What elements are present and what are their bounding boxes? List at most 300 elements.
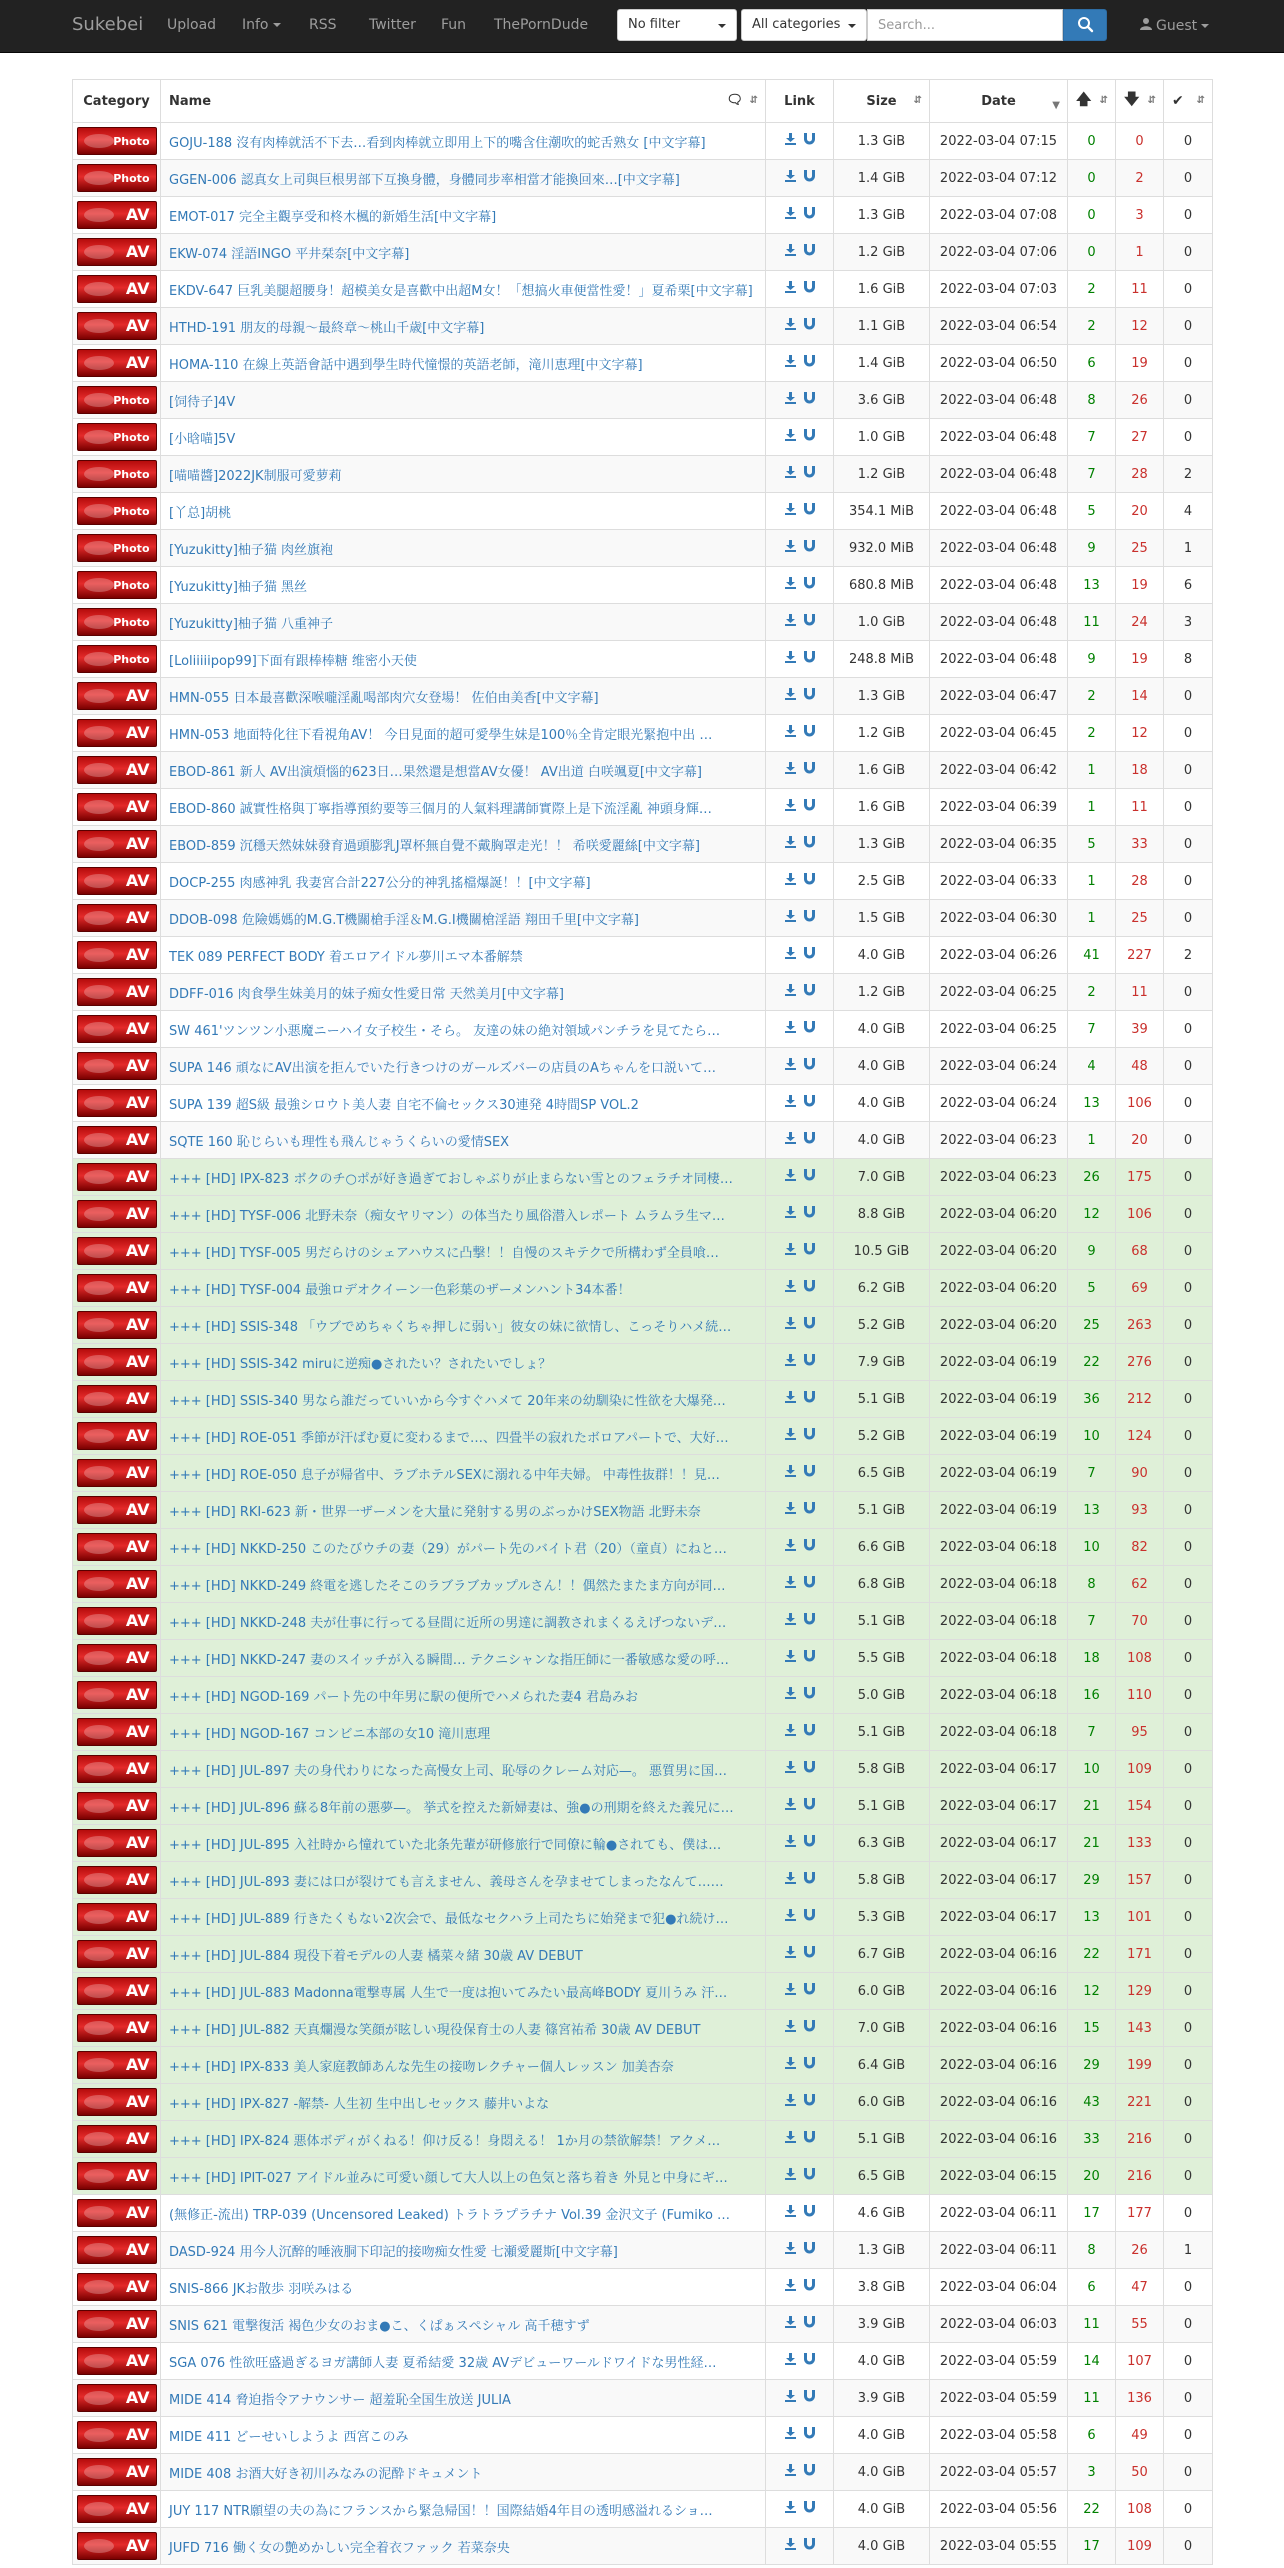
- magnet-icon[interactable]: [804, 1761, 815, 1776]
- magnet-icon[interactable]: [804, 1354, 815, 1369]
- magnet-icon[interactable]: [804, 2279, 815, 2294]
- download-icon[interactable]: [785, 873, 796, 888]
- torrent-title-link[interactable]: +++ [HD] ROE-050 息子が帰省中、ラブホテルSEXに溺れる中年夫婦。 中毒性抜群！！見…: [169, 1467, 720, 1483]
- download-icon[interactable]: [785, 2427, 796, 2442]
- magnet-icon[interactable]: [804, 2168, 815, 2183]
- torrent-title-link[interactable]: SNIS 621 電撃復活 褐色少女のおま●こ、くぱぁスペシャル 高千穂すず: [169, 2318, 590, 2334]
- download-icon[interactable]: [785, 1946, 796, 1961]
- magnet-icon[interactable]: [804, 1132, 815, 1147]
- category-badge[interactable]: [77, 312, 157, 340]
- magnet-icon[interactable]: [804, 799, 815, 814]
- header-seeders[interactable]: [1068, 80, 1116, 123]
- category-badge[interactable]: [77, 1385, 157, 1413]
- category-badge[interactable]: [77, 238, 157, 266]
- torrent-title-link[interactable]: TEK 089 PERFECT BODY 着エロアイドル夢川エマ本番解禁: [169, 949, 523, 965]
- category-badge[interactable]: [77, 1607, 157, 1635]
- torrent-title-link[interactable]: +++ [HD] TYSF-004 最強ロデオクイーン一色彩葉のザーメンハント34本番！: [169, 1282, 631, 1298]
- category-badge[interactable]: [77, 1866, 157, 1894]
- magnet-icon[interactable]: [804, 1021, 815, 1036]
- category-select[interactable]: [741, 9, 867, 41]
- category-badge[interactable]: [77, 349, 157, 377]
- magnet-icon[interactable]: [804, 2094, 815, 2109]
- torrent-title-link[interactable]: DDFF-016 肉食學生妹美月的妹子痴女性愛日常 天然美月[中文字幕]: [169, 986, 564, 1002]
- brand-logo[interactable]: Sukebei: [72, 14, 144, 35]
- magnet-icon[interactable]: [804, 1909, 815, 1924]
- download-icon[interactable]: [785, 1428, 796, 1443]
- category-badge[interactable]: [77, 1089, 157, 1117]
- category-badge[interactable]: [77, 571, 157, 599]
- nav-upload[interactable]: Upload: [167, 17, 217, 33]
- download-icon[interactable]: [785, 392, 796, 407]
- nav-fun[interactable]: Fun: [441, 17, 467, 33]
- category-badge[interactable]: [77, 1533, 157, 1561]
- download-icon[interactable]: [785, 1465, 796, 1480]
- category-badge[interactable]: [77, 1348, 157, 1376]
- torrent-title-link[interactable]: [Yuzukitty]柚子猫 黑丝: [169, 579, 308, 595]
- magnet-icon[interactable]: [804, 1650, 815, 1665]
- category-badge[interactable]: [77, 2125, 157, 2153]
- magnet-icon[interactable]: [804, 1835, 815, 1850]
- torrent-title-link[interactable]: +++ [HD] JUL-889 行きたくもない2次会で、最低なセクハラ上司たちに始発まで犯●れ続け…: [169, 1911, 729, 1927]
- download-icon[interactable]: [785, 2353, 796, 2368]
- download-icon[interactable]: [785, 1502, 796, 1517]
- category-badge[interactable]: [77, 1237, 157, 1265]
- magnet-icon[interactable]: [804, 1280, 815, 1295]
- download-icon[interactable]: [785, 2205, 796, 2220]
- torrent-title-link[interactable]: +++ [HD] NKKD-248 夫が仕事に行ってる昼間に近所の男達に調教されまくるえげつないデ…: [169, 1615, 727, 1631]
- torrent-title-link[interactable]: (無修正-流出) TRP-039 (Uncensored Leaked) トラトラプラチナ Vol.39 金沢文子 (Fumiko …: [169, 2207, 731, 2223]
- download-icon[interactable]: [785, 1391, 796, 1406]
- torrent-title-link[interactable]: HOMA-110 在線上英語會話中遇到學生時代憧憬的英語老師，滝川恵理[中文字幕]: [169, 357, 643, 373]
- download-icon[interactable]: [785, 1835, 796, 1850]
- category-badge[interactable]: [77, 1015, 157, 1043]
- torrent-title-link[interactable]: SQTE 160 恥じらいも理性も飛んじゃうくらいの愛情SEX: [169, 1134, 510, 1150]
- download-icon[interactable]: [785, 355, 796, 370]
- torrent-title-link[interactable]: +++ [HD] IPX-833 美人家庭教師あんな先生の接吻レクチャー個人レッスン 加美杏奈: [169, 2059, 674, 2075]
- magnet-icon[interactable]: [804, 1206, 815, 1221]
- category-badge[interactable]: [77, 2532, 157, 2560]
- torrent-title-link[interactable]: DOCP-255 肉感神乳 我妻宮合計227公分的神乳搖檔爆誕！！[中文字幕]: [169, 875, 591, 891]
- download-icon[interactable]: [785, 1243, 796, 1258]
- nav-info[interactable]: [242, 17, 281, 33]
- magnet-icon[interactable]: [804, 1169, 815, 1184]
- category-badge[interactable]: [77, 793, 157, 821]
- torrent-title-link[interactable]: +++ [HD] JUL-897 夫の身代わりになった高慢女上司、恥辱のクレーム対応—。 悪質男に国…: [169, 1763, 728, 1779]
- category-label: AV: [125, 1500, 150, 1519]
- category-badge[interactable]: [77, 904, 157, 932]
- magnet-icon[interactable]: [804, 2205, 815, 2220]
- torrent-title-link[interactable]: DDOB-098 危險媽媽的M.G.T機關槍手淫＆M.G.I機關槍淫語 翔田千里[中文字幕]: [169, 912, 639, 928]
- magnet-icon[interactable]: [804, 1465, 815, 1480]
- torrent-title-link[interactable]: MIDE 408 お酒大好き初川みなみの泥酔ドキュメント: [169, 2466, 483, 2482]
- category-badge[interactable]: [77, 386, 157, 414]
- magnet-icon[interactable]: [804, 1724, 815, 1739]
- category-badge[interactable]: [77, 867, 157, 895]
- download-icon[interactable]: [785, 133, 796, 148]
- download-icon[interactable]: [785, 244, 796, 259]
- download-icon[interactable]: [785, 1613, 796, 1628]
- magnet-icon[interactable]: [804, 873, 815, 888]
- torrent-title-link[interactable]: +++ [HD] SSIS-340 男なら誰だっていいから今すぐハメて 20年来の幼馴染に性欲を大爆発…: [169, 1393, 726, 1409]
- magnet-icon[interactable]: [804, 651, 815, 666]
- magnet-icon[interactable]: [804, 1058, 815, 1073]
- download-icon[interactable]: [785, 910, 796, 925]
- magnet-icon[interactable]: [804, 1946, 815, 1961]
- download-icon[interactable]: [785, 207, 796, 222]
- magnet-icon[interactable]: [804, 910, 815, 925]
- category-badge[interactable]: [77, 1459, 157, 1487]
- completed-cell: 0: [1164, 1714, 1213, 1751]
- download-icon[interactable]: [785, 2094, 796, 2109]
- category-badge[interactable]: [77, 2088, 157, 2116]
- magnet-icon[interactable]: [804, 1687, 815, 1702]
- category-badge[interactable]: [77, 201, 157, 229]
- nav-rss[interactable]: RSS: [309, 17, 337, 33]
- date-cell: 2022-03-04 06:26: [930, 937, 1068, 974]
- magnet-icon[interactable]: [804, 1872, 815, 1887]
- category-badge[interactable]: [77, 2384, 157, 2412]
- torrent-title-link[interactable]: SW 461'ツンツン小悪魔ニーハイ女子校生・そら。 友達の妹の絶対領域パンチラを見てたら…: [169, 1023, 721, 1039]
- magnet-icon[interactable]: [804, 207, 815, 222]
- category-badge[interactable]: [77, 2458, 157, 2486]
- torrent-title-link[interactable]: +++ [HD] NGOD-169 パート先の中年男に駅の便所でハメられた妻4 君島みお: [169, 1689, 638, 1705]
- download-icon[interactable]: [785, 688, 796, 703]
- category-badge[interactable]: [77, 608, 157, 636]
- download-icon[interactable]: [785, 2242, 796, 2257]
- magnet-icon[interactable]: [804, 1391, 815, 1406]
- download-icon[interactable]: [785, 614, 796, 629]
- leechers-cell: 62: [1116, 1566, 1164, 1603]
- torrent-title-link[interactable]: [Loliiiiipop99]下面有跟棒棒糖 维密小天使: [169, 653, 417, 669]
- magnet-icon[interactable]: [804, 2353, 815, 2368]
- header-size[interactable]: [834, 80, 930, 123]
- magnet-icon[interactable]: [804, 1983, 815, 1998]
- torrent-title-link[interactable]: +++ [HD] RKI-623 新・世界一ザーメンを大量に発射する男のぶっかけSEX物語 北野未奈: [169, 1504, 701, 1520]
- category-badge[interactable]: [77, 1681, 157, 1709]
- download-icon[interactable]: [785, 1317, 796, 1332]
- download-icon[interactable]: [785, 1021, 796, 1036]
- header-completed[interactable]: [1164, 80, 1213, 123]
- torrent-title-link[interactable]: JUFD 716 働く女の艶めかしい完全着衣ファック 若菜奈央: [169, 2540, 510, 2556]
- download-icon[interactable]: [785, 1354, 796, 1369]
- download-icon[interactable]: [785, 1539, 796, 1554]
- category-badge[interactable]: [77, 1052, 157, 1080]
- download-icon[interactable]: [785, 1132, 796, 1147]
- torrent-title-link[interactable]: +++ [HD] JUL-895 入社時から憧れていた北条先輩が研修旅行で同僚に輪●されても、僕は…: [169, 1837, 722, 1853]
- category-badge[interactable]: [77, 2236, 157, 2264]
- torrent-title-link[interactable]: HMN-053 地面特化往下看視角AV！ 今日見面的超可愛學生妹是100％全肯定眼光緊抱中出 …: [169, 727, 713, 743]
- torrent-title-link[interactable]: GGEN-006 認真女上司與巨根男部下互換身體，身體同步率相當才能換回來…[中文字幕]: [169, 172, 680, 188]
- link-cell: [766, 382, 834, 419]
- category-badge[interactable]: [77, 830, 157, 858]
- torrent-title-link[interactable]: +++ [HD] JUL-884 現役下着モデルの人妻 橘菜々緒 30歳 AV DEBUT: [169, 1948, 583, 1964]
- category-cell: [73, 937, 161, 974]
- category-badge[interactable]: [77, 2051, 157, 2079]
- category-badge[interactable]: [77, 1126, 157, 1154]
- torrent-title-link[interactable]: +++ [HD] TYSF-005 男だらけのシェアハウスに凸撃！！自慢のスキテクで所構わず全員喰…: [169, 1245, 719, 1261]
- download-icon[interactable]: [785, 540, 796, 555]
- download-icon[interactable]: [785, 984, 796, 999]
- download-icon[interactable]: [785, 2057, 796, 2072]
- torrent-title-link[interactable]: GOJU-188 沒有肉棒就活不下去…看到肉棒就立即用上下的嘴含住潮吹的蛇舌熟女 [中文字幕]: [169, 135, 706, 151]
- magnet-icon[interactable]: [804, 429, 815, 444]
- leechers-cell: 28: [1116, 863, 1164, 900]
- download-icon[interactable]: [785, 1687, 796, 1702]
- torrent-title-link[interactable]: HMN-055 日本最喜歡深喉嚨淫亂喝部肉穴女登場！ 佐伯由美香[中文字幕]: [169, 690, 599, 706]
- torrent-title-link[interactable]: [Yuzukitty]柚子猫 肉丝旗袍: [169, 542, 334, 558]
- torrent-title-link[interactable]: +++ [HD] JUL-893 妻には口が裂けても言えません、義母さんを孕ませてしまったなんて……: [169, 1874, 724, 1890]
- magnet-icon[interactable]: [804, 540, 815, 555]
- magnet-icon[interactable]: [804, 947, 815, 962]
- magnet-icon[interactable]: [804, 133, 815, 148]
- search-button[interactable]: [1063, 9, 1107, 41]
- torrent-title-link[interactable]: +++ [HD] IPIT-027 アイドル並みに可愛い顔して大人以上の色気と落ち着き 外見と中身にギ…: [169, 2170, 728, 2186]
- torrent-title-link[interactable]: +++ [HD] NKKD-247 妻のスイッチが入る瞬間… テクニシャンな指圧師に一番敏感な愛の呼…: [169, 1652, 729, 1668]
- download-icon[interactable]: [785, 2501, 796, 2516]
- download-icon[interactable]: [785, 1798, 796, 1813]
- category-badge[interactable]: [77, 756, 157, 784]
- category-badge[interactable]: [77, 2273, 157, 2301]
- magnet-icon[interactable]: [804, 2501, 815, 2516]
- category-badge[interactable]: [77, 978, 157, 1006]
- download-icon[interactable]: [785, 466, 796, 481]
- download-icon[interactable]: [785, 799, 796, 814]
- category-badge[interactable]: [77, 1570, 157, 1598]
- category-badge[interactable]: [77, 1200, 157, 1228]
- torrent-title-link[interactable]: [喵喵醬]2022JK制服可愛萝莉: [169, 468, 342, 484]
- torrent-title-link[interactable]: +++ [HD] JUL-882 天真爛漫な笑顔が眩しい現役保育士の人妻 篠宮祐希 30歳 AV DEBUT: [169, 2022, 701, 2038]
- magnet-icon[interactable]: [804, 244, 815, 259]
- download-icon[interactable]: [785, 762, 796, 777]
- magnet-icon[interactable]: [804, 2057, 815, 2072]
- category-badge[interactable]: [77, 2310, 157, 2338]
- category-badge[interactable]: [77, 1755, 157, 1783]
- category-cell: [73, 1751, 161, 1788]
- header-leechers[interactable]: [1116, 80, 1164, 123]
- magnet-icon[interactable]: [804, 392, 815, 407]
- torrent-title-link[interactable]: EBOD-859 沉穩天然妹妹發育過頭膨乳J罩杯無自覺不戴胸罩走光！！ 希咲愛麗絲[中文字幕]: [169, 838, 700, 854]
- category-badge[interactable]: [77, 1644, 157, 1672]
- download-icon[interactable]: [785, 1095, 796, 1110]
- torrent-title-link[interactable]: DASD-924 用今人沉醉的唾液胴下印記的接吻痴女性愛 七瀬愛麗斯[中文字幕]: [169, 2244, 618, 2260]
- magnet-icon[interactable]: [804, 688, 815, 703]
- category-badge[interactable]: [77, 275, 157, 303]
- magnet-icon[interactable]: [804, 466, 815, 481]
- magnet-icon[interactable]: [804, 355, 815, 370]
- completed-cell: 0: [1164, 1973, 1213, 2010]
- magnet-icon[interactable]: [804, 1613, 815, 1628]
- download-icon[interactable]: [785, 2316, 796, 2331]
- seeders-cell: 12: [1068, 1196, 1116, 1233]
- category-badge[interactable]: [77, 534, 157, 562]
- download-icon[interactable]: [785, 1761, 796, 1776]
- download-icon[interactable]: [785, 947, 796, 962]
- category-badge[interactable]: [77, 423, 157, 451]
- download-icon[interactable]: [785, 2168, 796, 2183]
- magnet-icon[interactable]: [804, 2538, 815, 2553]
- download-icon[interactable]: [785, 1650, 796, 1665]
- header-link: Link: [766, 80, 834, 123]
- magnet-icon[interactable]: [804, 762, 815, 777]
- category-badge[interactable]: [77, 2014, 157, 2042]
- download-icon[interactable]: [785, 281, 796, 296]
- download-icon[interactable]: [785, 2020, 796, 2035]
- magnet-icon[interactable]: [804, 1095, 815, 1110]
- magnet-icon[interactable]: [804, 1317, 815, 1332]
- torrent-title-link[interactable]: EBOD-860 誠實性格與丁寧指導預約要等三個月的人氣料理講師實際上是下流淫亂 神頭身輝…: [169, 801, 712, 817]
- torrent-title-link[interactable]: SGA 076 性欲旺盛過ぎるヨガ講師人妻 夏希結愛 32歳 AVデビューワールドワイドな男性経…: [169, 2355, 717, 2371]
- torrent-title-link[interactable]: +++ [HD] NKKD-250 このたびウチの妻（29）がパート先のバイト君（20）（童貞）にねと…: [169, 1541, 727, 1557]
- download-icon[interactable]: [785, 2464, 796, 2479]
- download-icon[interactable]: [785, 836, 796, 851]
- category-badge[interactable]: [77, 1829, 157, 1857]
- torrent-title-link[interactable]: [饲待子]4V: [169, 394, 236, 410]
- search-input[interactable]: [867, 9, 1063, 41]
- category-label: AV: [125, 834, 150, 853]
- category-badge[interactable]: [77, 1903, 157, 1931]
- torrent-title-link[interactable]: EMOT-017 完全主觀享受和柊木楓的新婚生活[中文字幕]: [169, 209, 497, 225]
- completed-cell: 0: [1164, 863, 1213, 900]
- category-badge[interactable]: [77, 645, 157, 673]
- download-icon[interactable]: [785, 429, 796, 444]
- download-icon[interactable]: [785, 2390, 796, 2405]
- torrent-title-link[interactable]: MIDE 411 どーせいしようよ 西宮このみ: [169, 2429, 409, 2445]
- torrent-title-link[interactable]: MIDE 414 脅迫指令アナウンサー 超羞恥全国生放送 JULIA: [169, 2392, 511, 2408]
- torrent-title-link[interactable]: +++ [HD] JUL-883 Madonna電撃専属 人生で一度は抱いてみたい最高峰BODY 夏川うみ 汗…: [169, 1985, 728, 2001]
- download-icon[interactable]: [785, 1058, 796, 1073]
- category-badge[interactable]: [77, 941, 157, 969]
- category-badge[interactable]: [77, 1977, 157, 2005]
- category-badge[interactable]: [77, 1163, 157, 1191]
- category-cell: [73, 160, 161, 197]
- torrent-title-link[interactable]: +++ [HD] SSIS-348 「ウブでめちゃくちゃ押しに弱い」彼女の妹に欲情し、こっそりハメ続…: [169, 1319, 732, 1335]
- magnet-icon[interactable]: [804, 1576, 815, 1591]
- category-badge[interactable]: [77, 497, 157, 525]
- date-cell: 2022-03-04 06:16: [930, 2047, 1068, 2084]
- download-icon[interactable]: [785, 1169, 796, 1184]
- size-cell: 4.0 GiB: [834, 2528, 930, 2565]
- torrent-title-link[interactable]: +++ [HD] JUL-896 蘇る8年前の悪夢—。 挙式を控えた新婦妻は、強●の刑期を終えた義兄に…: [169, 1800, 734, 1816]
- torrent-title-link[interactable]: +++ [HD] IPX-823 ボクのチ○ポが好き過ぎておしゃぶりが止まらない雪とのフェラチオ同棲…: [169, 1171, 733, 1187]
- category-badge[interactable]: [77, 2347, 157, 2375]
- nav-twitter[interactable]: Twitter: [369, 17, 416, 33]
- category-badge[interactable]: [77, 1940, 157, 1968]
- header-name[interactable]: [161, 80, 766, 123]
- magnet-icon[interactable]: [804, 1243, 815, 1258]
- torrent-title-link[interactable]: EBOD-861 新人 AV出演煩惱的623日…果然還是想當AV女優！ AV出道 白咲颯夏[中文字幕]: [169, 764, 703, 780]
- download-icon[interactable]: [785, 1724, 796, 1739]
- magnet-icon[interactable]: [804, 984, 815, 999]
- torrent-title-link[interactable]: [Yuzukitty]柚子猫 八重神子: [169, 616, 334, 632]
- category-badge[interactable]: [77, 1311, 157, 1339]
- magnet-icon[interactable]: [804, 2131, 815, 2146]
- download-icon[interactable]: [785, 1909, 796, 1924]
- completed-cell: 0: [1164, 1529, 1213, 1566]
- magnet-icon[interactable]: [804, 2020, 815, 2035]
- magnet-icon[interactable]: [804, 1798, 815, 1813]
- header-date[interactable]: [930, 80, 1068, 123]
- download-icon[interactable]: [785, 725, 796, 740]
- torrent-title-link[interactable]: +++ [HD] IPX-824 悪体ボディがくねる！仰け反る！身悶える！ 1か月の禁欲解禁！アクメ…: [169, 2133, 721, 2149]
- torrent-title-link[interactable]: +++ [HD] NKKD-249 終電を逃したそこのラブラブカップルさん！！偶然たまたま方向が同…: [169, 1578, 726, 1594]
- magnet-icon[interactable]: [804, 2464, 815, 2479]
- torrent-title-link[interactable]: [丫总]胡桃: [169, 505, 232, 521]
- download-icon[interactable]: [785, 1983, 796, 1998]
- torrent-title-link[interactable]: +++ [HD] NGOD-167 コンビニ本部の女10 滝川恵理: [169, 1726, 491, 1742]
- category-badge[interactable]: [77, 2199, 157, 2227]
- download-icon[interactable]: [785, 1576, 796, 1591]
- download-icon[interactable]: [785, 318, 796, 333]
- download-icon[interactable]: [785, 2131, 796, 2146]
- magnet-icon[interactable]: [804, 2316, 815, 2331]
- magnet-icon[interactable]: [804, 170, 815, 185]
- category-badge[interactable]: [77, 2162, 157, 2190]
- magnet-icon[interactable]: [804, 577, 815, 592]
- magnet-icon[interactable]: [804, 1539, 815, 1554]
- category-badge[interactable]: [77, 1274, 157, 1302]
- download-icon[interactable]: [785, 1872, 796, 1887]
- category-badge[interactable]: [77, 1718, 157, 1746]
- torrent-title-link[interactable]: +++ [HD] IPX-827 -解禁- 人生初 生中出しセックス 藤井いよな: [169, 2096, 550, 2112]
- torrent-title-link[interactable]: +++ [HD] SSIS-342 miruに逆痴●されたい？されたいでしょ？: [169, 1356, 552, 1372]
- torrent-title-link[interactable]: +++ [HD] ROE-051 季節が汗ばむ夏に変わるまで…、四畳半の寂れたボロアパートで、大好…: [169, 1430, 729, 1446]
- download-icon[interactable]: [785, 651, 796, 666]
- torrent-title-link[interactable]: [小晗喵]5V: [169, 431, 236, 447]
- magnet-icon[interactable]: [804, 2427, 815, 2442]
- download-icon[interactable]: [785, 2279, 796, 2294]
- torrent-title-link[interactable]: SNIS-866 JKお散歩 羽咲みはる: [169, 2281, 354, 2297]
- download-icon[interactable]: [785, 1206, 796, 1221]
- completed-cell: 0: [1164, 1677, 1213, 1714]
- category-badge[interactable]: [77, 1496, 157, 1524]
- category-badge[interactable]: [77, 1422, 157, 1450]
- filter-select[interactable]: [617, 9, 737, 41]
- torrent-title-link[interactable]: +++ [HD] TYSF-006 北野未奈（痴女ヤリマン）の体当たり風俗潜入レポート ムラムラ生マ…: [169, 1208, 725, 1224]
- magnet-icon[interactable]: [804, 318, 815, 333]
- magnet-icon[interactable]: [804, 503, 815, 518]
- torrent-title-link[interactable]: JUY 117 NTR願望の夫の為にフランスから緊急帰国！！国際結婚4年目の透明感溢れるショ…: [169, 2503, 713, 2519]
- download-icon[interactable]: [785, 503, 796, 518]
- torrent-title-link[interactable]: SUPA 139 超S級 最強シロウト美人妻 自宅不倫セックス30連発 4時間SP VOL.2: [169, 1097, 639, 1113]
- category-badge[interactable]: [77, 682, 157, 710]
- category-badge[interactable]: [77, 1792, 157, 1820]
- download-icon[interactable]: [785, 577, 796, 592]
- download-icon[interactable]: [785, 2538, 796, 2553]
- magnet-icon[interactable]: [804, 725, 815, 740]
- category-badge[interactable]: [77, 127, 157, 155]
- torrent-title-link[interactable]: EKW-074 淫語INGO 平井栞奈[中文字幕]: [169, 246, 410, 262]
- magnet-icon[interactable]: [804, 614, 815, 629]
- category-badge[interactable]: [77, 164, 157, 192]
- torrent-title-link[interactable]: EKDV-647 巨乳美腿超腰身！超模美女是喜歡中出超M女！「想搞火車便當性愛！」夏希栗[中文字幕]: [169, 283, 753, 299]
- category-badge[interactable]: [77, 2421, 157, 2449]
- magnet-icon[interactable]: [804, 2390, 815, 2405]
- user-menu[interactable]: [1140, 17, 1209, 34]
- category-badge[interactable]: [77, 719, 157, 747]
- torrent-title-link[interactable]: SUPA 146 頑なにAV出演を拒んでいた行きつけのガールズバーの店員のAちゃんを口説いて…: [169, 1060, 716, 1076]
- nav-theporndude[interactable]: ThePornDude: [494, 17, 589, 33]
- category-badge[interactable]: [77, 2495, 157, 2523]
- magnet-icon[interactable]: [804, 1502, 815, 1517]
- torrent-title-link[interactable]: HTHD-191 朋友的母親～最終章～桃山千歳[中文字幕]: [169, 320, 485, 336]
- magnet-icon[interactable]: [804, 836, 815, 851]
- magnet-icon[interactable]: [804, 1428, 815, 1443]
- download-icon[interactable]: [785, 170, 796, 185]
- magnet-icon[interactable]: [804, 281, 815, 296]
- download-icon[interactable]: [785, 1280, 796, 1295]
- category-badge[interactable]: [77, 460, 157, 488]
- magnet-icon[interactable]: [804, 2242, 815, 2257]
